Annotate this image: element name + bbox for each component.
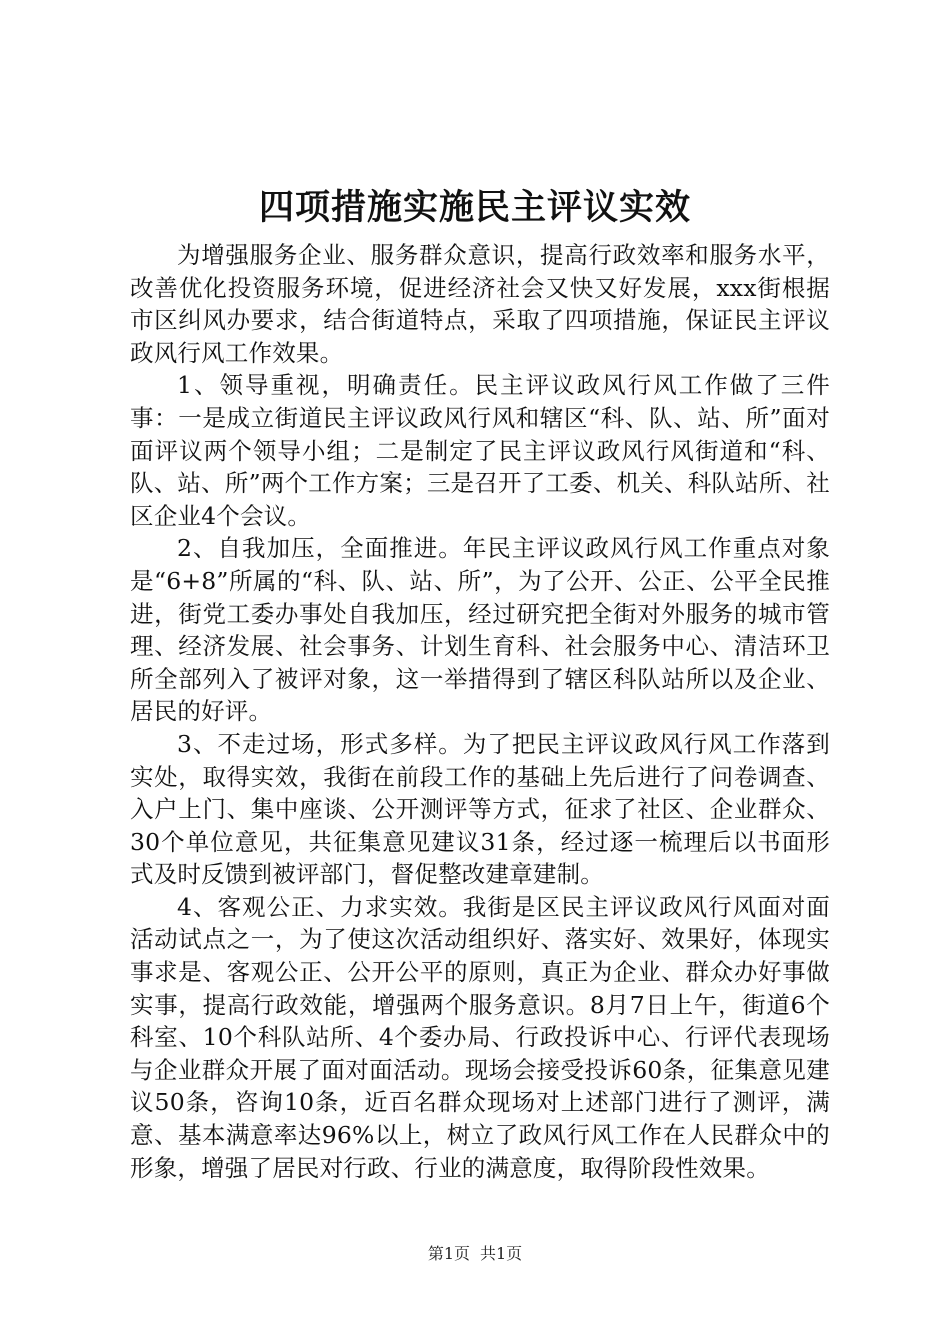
page-number: 第1页	[427, 1244, 470, 1263]
paragraph-measure-3: 3、不走过场，形式多样。为了把民主评议政风行风工作落到实处，取得实效，我街在前段工作的基础上先后进行了问卷调查、入户上门、集中座谈、公开测评等方式，征求了社区、企业群众、30个单位意见，共征集意见建议31条，经过逐一梳理后以书面形式及时反馈到被评部门，督促整改建章建制。	[130, 729, 830, 889]
paragraph-measure-4: 4、客观公正、力求实效。我街是区民主评议政风行风面对面活动试点之一，为了使这次活动组织好、落实好、效果好，体现实事求是、客观公正、公开公平的原则，真正为企业、群众办好事做实事，提高行政效能，增强两个服务意识。8月7日上午，街道6个科室、10个科队站所、4个委办局、行政投诉中心、行评代表现场与企业群众开展了面对面活动。现场会接受投诉60条，征集意见建议50条，咨询10条，近百名群众现场对上述部门进行了测评，满意、基本满意率达96%以上，树立了政风行风工作在人民群众中的形象，增强了居民对行政、行业的满意度，取得阶段性效果。	[130, 892, 830, 1182]
paragraph-measure-2: 2、自我加压，全面推进。年民主评议政风行风工作重点对象是“6+8”所属的“科、队、站、所”，为了公开、公正、公平全民推进，街党工委办事处自我加压，经过研究把全街对外服务的城市管理、经济发展、社会事务、计划生育科、社会服务中心、清洁环卫所全部列入了被评对象，这一举措得到了辖区科队站所以及企业、居民的好评。	[130, 534, 830, 726]
paragraph-measure-1: 1、领导重视，明确责任。民主评议政风行风工作做了三件事：一是成立街道民主评议政风行风和辖区“科、队、站、所”面对面评议两个领导小组；二是制定了民主评议政风行风街道和“科、队、站、所”两个工作方案；三是召开了工委、机关、科队站所、社区企业4个会议。	[130, 371, 830, 530]
page-footer	[0, 1242, 950, 1266]
page-total: 共1页	[480, 1244, 523, 1263]
paragraph-intro: 为增强服务企业、服务群众意识，提高行政效率和服务水平，改善优化投资服务环境，促进经济社会又快又好发展，xxx街根据市区纠风办要求，结合街道特点，采取了四项措施，保证民主评议政风行风工作效果。	[130, 241, 830, 367]
document-body	[130, 239, 830, 1184]
document-title: 四项措施实施民主评议实效	[258, 187, 691, 228]
